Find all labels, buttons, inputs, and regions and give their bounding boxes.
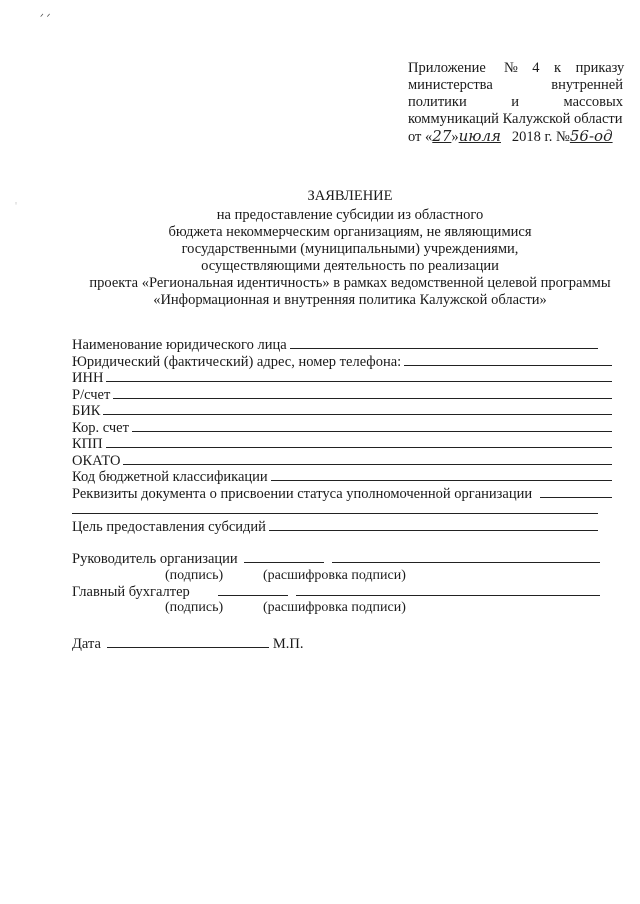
- legal-name-blank[interactable]: [290, 337, 598, 349]
- field-legal-name: [72, 337, 612, 354]
- field-label: БИК: [72, 403, 101, 419]
- field-inn: [72, 370, 612, 387]
- bik-blank[interactable]: [103, 403, 612, 415]
- field-label: Кор. счет: [72, 419, 129, 436]
- purpose-blank[interactable]: [269, 519, 598, 531]
- appendix-date-line: от «27»июля 2018 г. №56-од: [408, 127, 613, 145]
- head-signature-blank[interactable]: [244, 551, 324, 563]
- kpp-blank[interactable]: [106, 436, 612, 448]
- head-decode-blank[interactable]: [332, 551, 600, 563]
- inn-blank[interactable]: [106, 370, 612, 382]
- corr-account-blank[interactable]: [132, 420, 612, 432]
- head-hints: [72, 568, 612, 584]
- accountant-decode-blank[interactable]: [296, 584, 600, 596]
- field-corr-account: [72, 420, 612, 437]
- application-form: [72, 337, 612, 653]
- title-line: проекта «Региональная идентичность» в рамках ведомственной целевой программы: [89, 275, 611, 291]
- scan-mark: ◦: [14, 200, 19, 208]
- field-okato: [72, 453, 612, 470]
- scan-mark: ᐟ ᐟ: [40, 13, 51, 23]
- field-address: [72, 354, 612, 371]
- budget-code-blank[interactable]: [271, 469, 612, 481]
- field-label: Юридический (фактический) адрес, номер телефона:: [72, 353, 402, 370]
- appendix-line-4: коммуникаций Калужской области: [408, 111, 623, 127]
- handwritten-day: 27: [432, 127, 452, 145]
- title-line: государственными (муниципальными) учреждениями,: [181, 241, 519, 257]
- address-blank[interactable]: [404, 354, 612, 366]
- field-status-document: [72, 486, 612, 503]
- field-label: Р/счет: [72, 386, 111, 403]
- field-label: Наименование юридического лица: [72, 337, 287, 353]
- field-status-document-cont: [72, 502, 612, 519]
- document-title: [60, 188, 640, 309]
- decode-hint: (расшифровка подписи): [263, 600, 406, 615]
- field-purpose: [72, 519, 612, 536]
- appendix-line-1: Приложение № 4 к приказу: [408, 60, 625, 76]
- field-label: Реквизиты документа о присвоении статуса уполномоченной организации: [72, 485, 533, 502]
- field-label: Цель предоставления субсидий: [72, 518, 266, 535]
- date-blank[interactable]: [107, 636, 269, 648]
- signature-hint: (подпись): [165, 567, 224, 583]
- title-heading: ЗАЯВЛЕНИЕ: [307, 188, 393, 204]
- status-document-blank[interactable]: [540, 486, 612, 498]
- appendix-note: [408, 60, 623, 146]
- field-kpp: [72, 436, 612, 453]
- field-label: Код бюджетной классификации: [72, 469, 268, 485]
- okato-blank[interactable]: [123, 453, 612, 465]
- signature-hint: (подпись): [165, 600, 224, 615]
- accountant-signature-blank[interactable]: [218, 584, 288, 596]
- field-account: [72, 387, 612, 404]
- handwritten-month: июля: [458, 127, 501, 145]
- status-document-blank-2[interactable]: [72, 502, 598, 514]
- appendix-line-2: министерства внутренней: [408, 77, 623, 93]
- title-line: осуществляющими деятельность по реализации: [201, 258, 499, 274]
- handwritten-number: 56-од: [569, 127, 613, 145]
- field-bik: [72, 403, 612, 420]
- field-label: ОКАТО: [72, 452, 121, 469]
- title-line: бюджета некоммерческим организациям, не являющимися: [168, 224, 532, 240]
- field-budget-code: [72, 469, 612, 486]
- decode-hint: (расшифровка подписи): [263, 567, 406, 583]
- field-date: [72, 636, 612, 653]
- appendix-line-3: политики и массовых: [408, 94, 623, 110]
- account-blank[interactable]: [113, 387, 612, 399]
- accountant-hints: [72, 600, 612, 616]
- title-line: «Информационная и внутренняя политика Калужской области»: [153, 292, 547, 308]
- field-label: Дата: [72, 636, 101, 652]
- field-label: Главный бухгалтер: [72, 583, 190, 600]
- field-label: КПП: [72, 436, 103, 452]
- title-line: на предоставление субсидии из областного: [216, 207, 484, 223]
- stamp-label: М.П.: [272, 636, 304, 652]
- field-label: Руководитель организации: [72, 551, 238, 567]
- field-accountant-signature: [72, 584, 612, 601]
- field-head-signature: [72, 551, 612, 568]
- field-label: ИНН: [72, 370, 104, 386]
